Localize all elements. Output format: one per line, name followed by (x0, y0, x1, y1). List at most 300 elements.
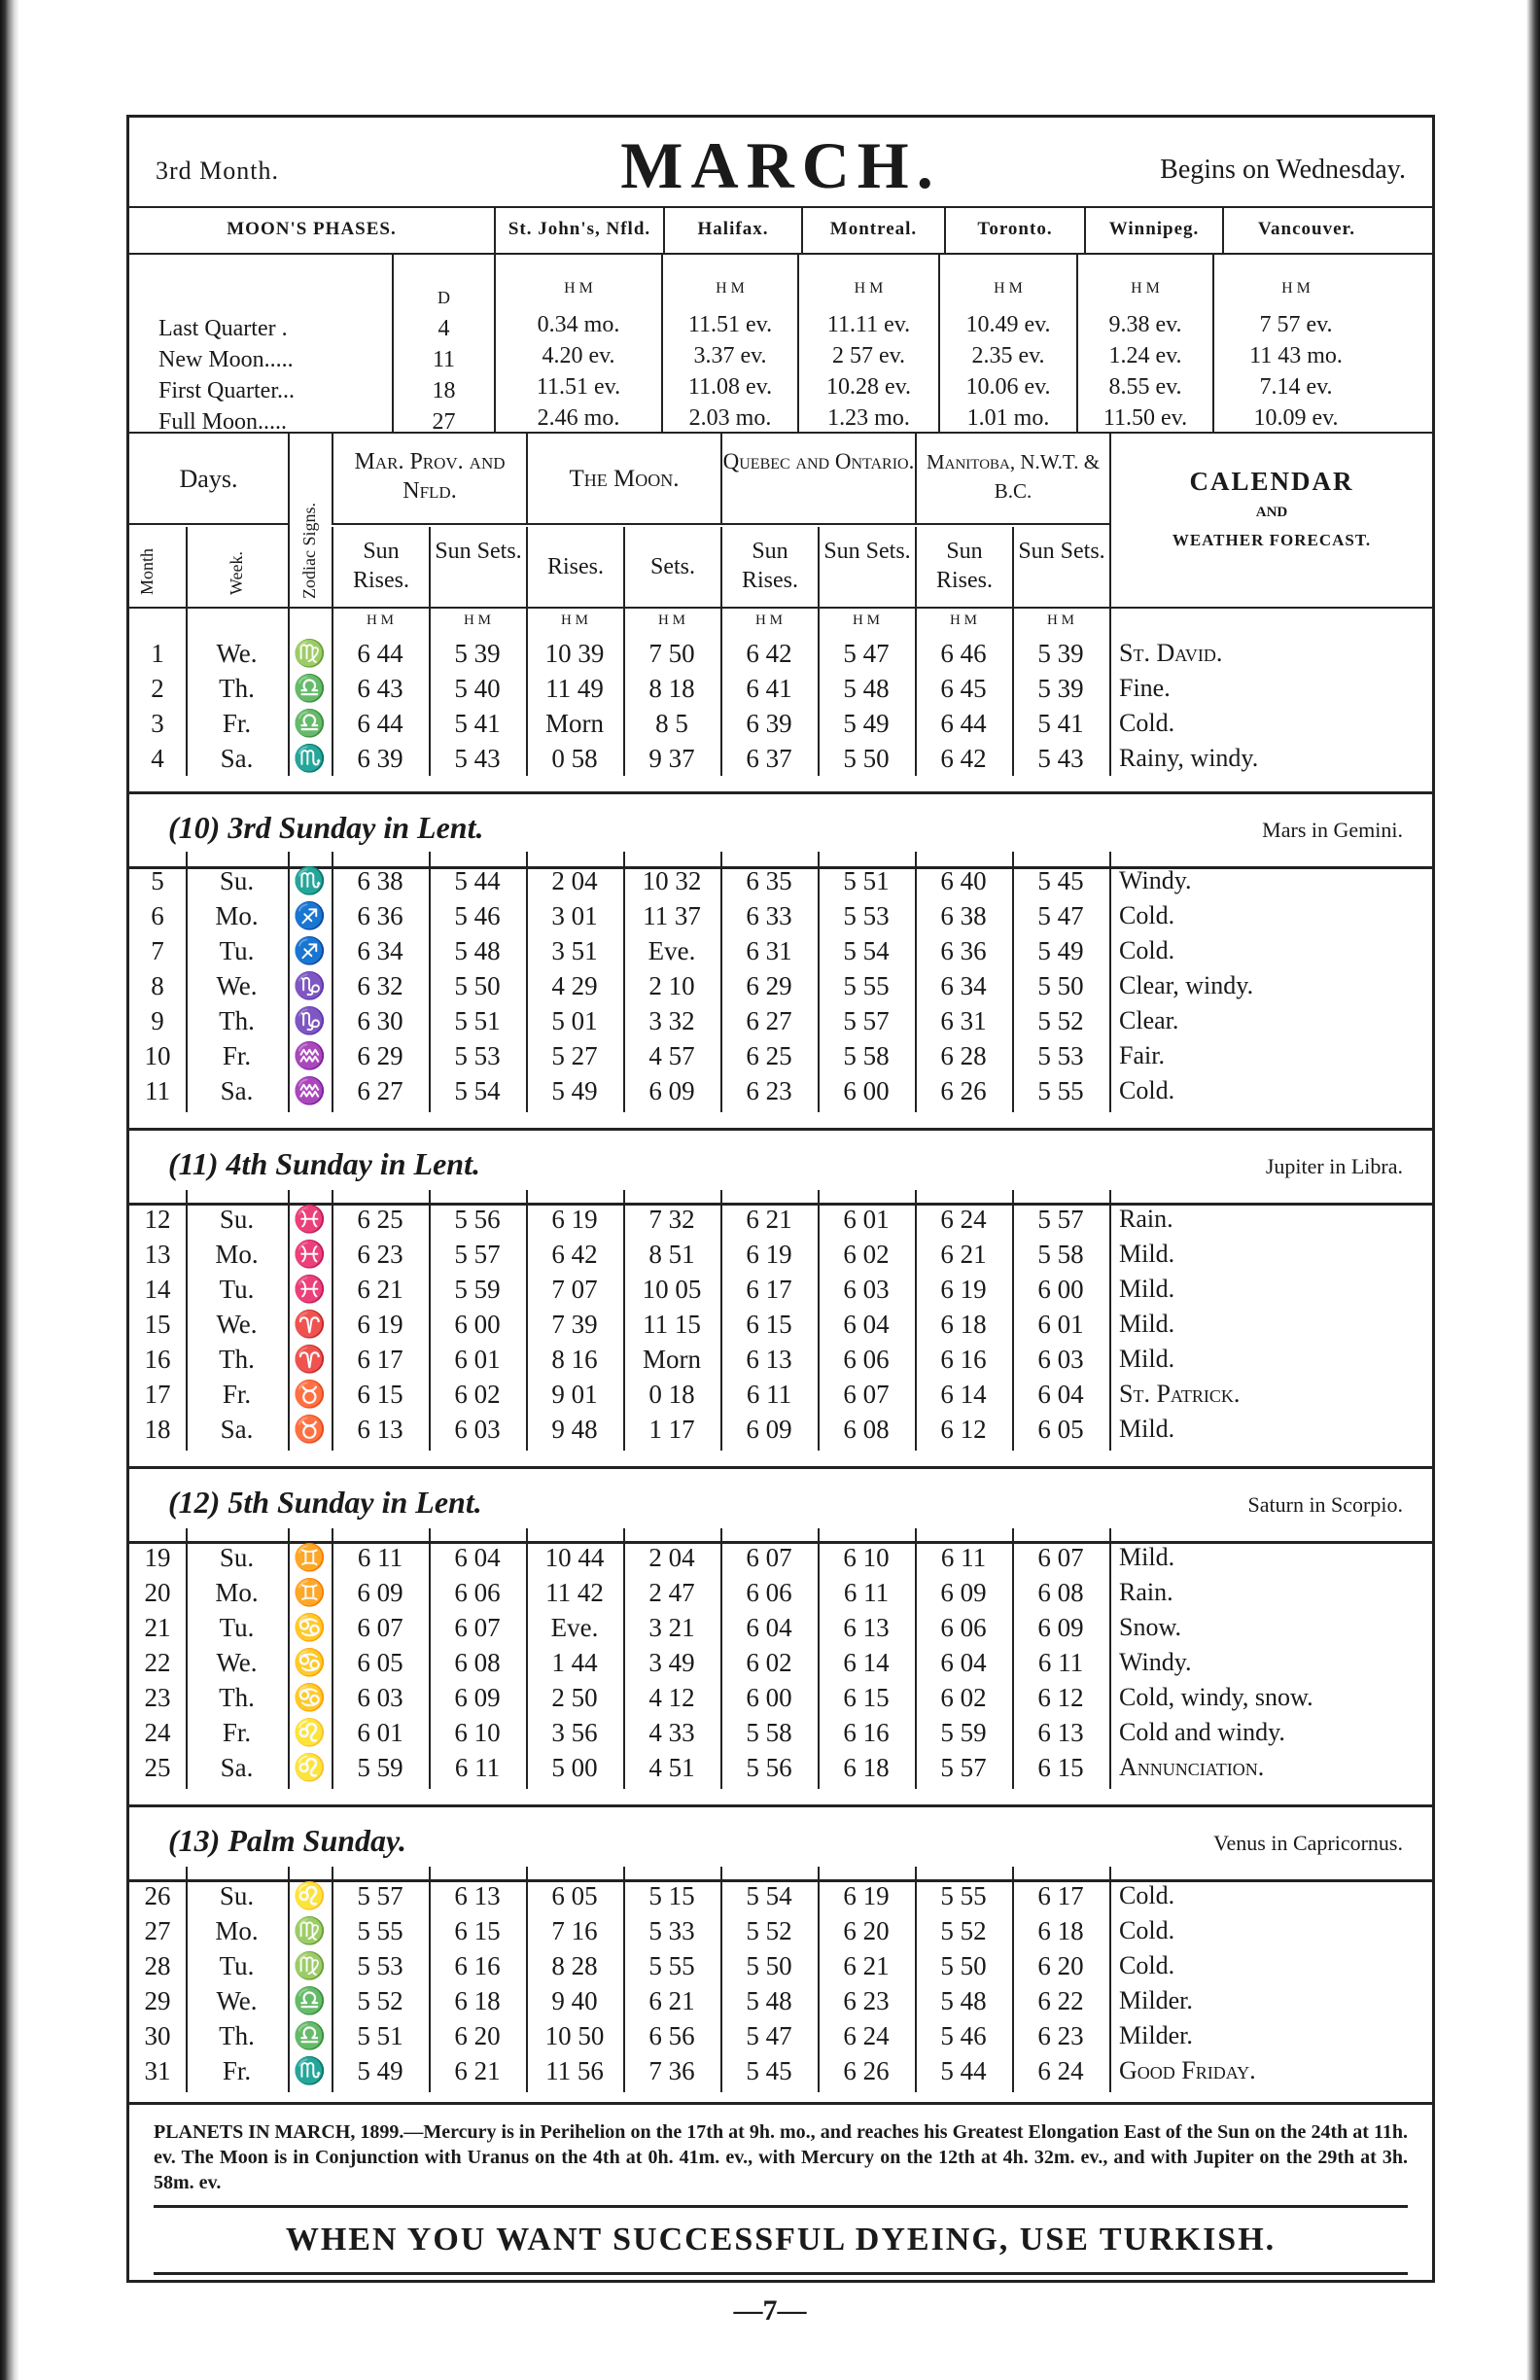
qo-sun-sets: 5 57 (843, 1006, 890, 1035)
phase-times-stjohns (494, 255, 661, 432)
day-of-week: Sa. (220, 1753, 254, 1782)
page-edge-right (1526, 0, 1540, 2380)
moon-rises: 2 50 (551, 1683, 598, 1712)
calendar-row (129, 636, 1432, 671)
mp-sun-rises: 6 39 (357, 744, 403, 773)
month-header (126, 122, 1435, 202)
hm-label: H M (1131, 280, 1160, 297)
calendar-label: CALENDAR (1189, 467, 1354, 496)
planets-note: PLANETS IN MARCH, 1899.—Mercury is in Perihelion on the 17th at 9h. mo., and reaches his Greatest Elongation East of the Sun on the 24th at 11h. ev. The Moon is in Conjunction with Uranus on the 4th at 0h. 41m. ev., with Mercury on the 12th at 4h. 32m. ev., and with Jupiter on the 29th at 3h. 58m. ev. (154, 2121, 1408, 2193)
calendar-row (129, 671, 1432, 706)
mn-sun-rises: 5 52 (940, 1916, 987, 1945)
moon-rises: 3 56 (551, 1718, 598, 1747)
moon-sets: 4 57 (648, 1041, 695, 1070)
zodiac-sign: ♐ (293, 901, 327, 930)
advert-text: WHEN YOU WANT SUCCESSFUL DYEING, USE TURKISH. (285, 2222, 1277, 2258)
moon-sets: 2 04 (648, 1543, 695, 1572)
day-of-month: 23 (144, 1683, 171, 1712)
calendar-row (129, 1237, 1432, 1272)
moon-sets: 8 5 (655, 709, 688, 738)
mn-sun-rises: 6 09 (940, 1578, 987, 1607)
mp-sun-rises: 6 03 (357, 1683, 403, 1712)
zodiac-sign: ♊ (293, 1578, 327, 1607)
qo-sun-rises: 6 04 (746, 1613, 792, 1642)
day-of-week: Sa. (220, 744, 254, 773)
moon-sets: 2 10 (648, 971, 695, 1000)
qo-sun-sets: 6 19 (843, 1881, 890, 1910)
mn-sun-sets: 5 49 (1037, 936, 1084, 965)
calendar-row (129, 898, 1432, 933)
phase-time: 10.28 ev. (825, 374, 912, 400)
mp-sun-sets: 6 02 (454, 1380, 501, 1409)
day-of-week: Th. (219, 1345, 255, 1374)
mn-sun-sets: 5 55 (1037, 1076, 1084, 1105)
moon-rises: 9 40 (551, 1986, 598, 2015)
qo-sun-sets: 6 00 (843, 1076, 890, 1105)
calendar-row (129, 933, 1432, 968)
hm-sublabel: H M (950, 612, 977, 628)
calendar-row (129, 1878, 1432, 1913)
mn-sun-rises: 6 42 (940, 744, 987, 773)
phase-time: 2.35 ev. (971, 343, 1045, 368)
qo-sun-rises: 6 33 (746, 901, 792, 930)
moon-sets: 3 32 (648, 1006, 695, 1035)
calendar-row (129, 1342, 1432, 1377)
qo-sun-rises: 6 00 (746, 1683, 792, 1712)
mp-sun-rises: 6 15 (357, 1380, 403, 1409)
moon-sets: 3 49 (648, 1648, 695, 1677)
qo-sun-sets: 6 03 (843, 1275, 890, 1304)
and-label: AND (1255, 505, 1288, 520)
zodiac-sign: ♊ (293, 1543, 327, 1572)
qo-sun-sets: 5 49 (843, 709, 890, 738)
mp-sun-sets: 6 01 (454, 1345, 501, 1374)
day-of-month: 2 (151, 674, 164, 703)
calendar-forecast-heading (1109, 434, 1432, 607)
day-of-week: Th. (219, 1683, 255, 1712)
mn-sun-sets: 6 18 (1037, 1916, 1084, 1945)
qo-sun-sets: 6 10 (843, 1543, 890, 1572)
moon-sets: 9 37 (648, 744, 695, 773)
day-of-week: Th. (219, 674, 255, 703)
calendar-row (129, 1412, 1432, 1447)
hm-sublabel: H M (464, 612, 491, 628)
phase-time: 10.49 ev. (965, 312, 1051, 337)
mp-sun-sets: 5 41 (454, 709, 501, 738)
mp-sun-rises: 5 53 (357, 1951, 403, 1980)
qo-sun-rises: 5 45 (746, 2056, 792, 2085)
group-quebec-ontario: Quebec and Ontario. (720, 434, 915, 525)
zodiac-sign: ♒ (293, 1041, 327, 1070)
hm-label: H M (1281, 280, 1311, 297)
qo-sun-sets: 5 54 (843, 936, 890, 965)
day-of-month: 6 (151, 901, 164, 930)
qo-sun-rises: 6 37 (746, 744, 792, 773)
hm-sublabel: H M (853, 612, 880, 628)
calendar-row (129, 1913, 1432, 1948)
moon-phases-label: MOON'S PHASES. (227, 219, 397, 239)
mn-sun-rises: 5 48 (940, 1986, 987, 2015)
qo-sun-sets: 6 26 (843, 2056, 890, 2085)
qo-sun-rises: 6 25 (746, 1041, 792, 1070)
mn-sun-sets: 5 52 (1037, 1006, 1084, 1035)
month-col-heading (129, 527, 186, 607)
day-of-month: 3 (151, 709, 164, 738)
forecast: Good Friday. (1119, 2056, 1256, 2084)
moon-rises: 6 19 (551, 1205, 598, 1234)
phase-time: 11.51 ev. (687, 312, 773, 337)
qo-sun-sets: 6 01 (843, 1205, 890, 1234)
mn-sun-sets: 5 41 (1037, 709, 1084, 738)
hm-sublabel: H M (1047, 612, 1074, 628)
zodiac-sign: ♋ (293, 1613, 327, 1642)
mn-sun-sets: 6 01 (1037, 1310, 1084, 1339)
day-of-week: Mo. (215, 901, 259, 930)
moon-rises: 5 27 (551, 1041, 598, 1070)
zodiac-sign: ♉ (293, 1380, 327, 1409)
qo-sun-sets: 6 06 (843, 1345, 890, 1374)
mn-sun-sets: 5 39 (1037, 674, 1084, 703)
phase-name: New Moon..... (158, 347, 294, 372)
forecast: Clear. (1119, 1006, 1179, 1034)
forecast: Cold. (1119, 1881, 1175, 1909)
moon-rises: 9 01 (551, 1380, 598, 1409)
place-winnipeg: Winnipeg. (1084, 208, 1222, 253)
calendar-row (129, 968, 1432, 1003)
zodiac-sign: ♑ (293, 1006, 327, 1035)
day-of-month: 10 (144, 1041, 171, 1070)
qo-sun-sets: 6 21 (843, 1951, 890, 1980)
week-block (129, 852, 1432, 1112)
phase-day: 4 (438, 316, 450, 341)
moon-rises: 2 04 (551, 866, 598, 895)
phase-time: 11.11 ev. (826, 312, 911, 337)
mn-sun-rises: 6 12 (940, 1415, 987, 1444)
mp-sun-rises: 6 23 (357, 1240, 403, 1269)
group-mar-prov: Mar. Prov. and Nfld. (332, 434, 526, 525)
day-of-week: Tu. (219, 1613, 255, 1642)
qo-sun-sets: 5 47 (843, 639, 890, 668)
zodiac-sign: ♏ (293, 866, 327, 895)
hm-sublabel: H M (367, 612, 394, 628)
place-halifax: Halifax. (663, 208, 801, 253)
group-the-moon: The Moon. (526, 434, 720, 525)
mn-sun-sets: 6 04 (1037, 1380, 1084, 1409)
calendar-row (129, 1645, 1432, 1680)
qo-sun-rises: 6 09 (746, 1415, 792, 1444)
mp-sun-sets: 6 13 (454, 1881, 501, 1910)
week-block (129, 1528, 1432, 1789)
phase-times-halifax (661, 255, 797, 432)
hm-sublabel: H M (755, 612, 783, 628)
qo-sun-sets: 6 23 (843, 1986, 890, 2015)
mn-sun-sets: 6 05 (1037, 1415, 1084, 1444)
mp-sun-sets: 5 40 (454, 674, 501, 703)
qo-sun-sets: 6 24 (843, 2021, 890, 2050)
calendar-row (129, 1202, 1432, 1237)
qo-sun-rises: 6 39 (746, 709, 792, 738)
month-begins: Begins on Wednesday. (1160, 155, 1406, 185)
mp-sun-rises: 6 11 (357, 1543, 403, 1572)
mp-sun-sets: 5 46 (454, 901, 501, 930)
moon-rises: 11 56 (545, 2056, 604, 2085)
forecast: Milder. (1119, 1986, 1193, 2014)
moon-rises: 1 44 (551, 1648, 598, 1677)
mn-sun-rises: 5 59 (940, 1718, 987, 1747)
phase-time: 2.03 mo. (688, 405, 772, 431)
mn-sun-rises: 6 44 (940, 709, 987, 738)
phase-day-label: D (438, 288, 450, 307)
qo-sun-rises: 6 02 (746, 1648, 792, 1677)
mp-sun-sets: 6 15 (454, 1916, 501, 1945)
moon-sets: 10 05 (642, 1275, 702, 1304)
day-of-month: 12 (144, 1205, 171, 1234)
day-of-week: Fr. (222, 709, 252, 738)
mp-sun-sets: 5 54 (454, 1076, 501, 1105)
zodiac-sign: ♍ (293, 1916, 327, 1945)
moon-rises: 0 58 (551, 744, 598, 773)
forecast: Cold. (1119, 1951, 1175, 1979)
phase-time: 4.20 ev. (542, 343, 615, 368)
phase-time: 9.38 ev. (1108, 312, 1182, 337)
mp-sun-rises: 6 44 (357, 709, 403, 738)
mp-sun-rises: 6 01 (357, 1718, 403, 1747)
qo-sun-rises: 6 13 (746, 1345, 792, 1374)
moon-sets: Eve. (648, 936, 696, 965)
qo-sun-rises: 6 31 (746, 936, 792, 965)
moon-sets: 3 21 (648, 1613, 695, 1642)
mp-sun-rises: 6 32 (357, 971, 403, 1000)
g3-sun-sets: Sun Sets. (818, 527, 915, 607)
day-of-week: Th. (219, 1006, 255, 1035)
zodiac-sign: ♉ (293, 1415, 327, 1444)
forecast: Windy. (1119, 1648, 1192, 1676)
mn-sun-sets: 6 07 (1037, 1543, 1084, 1572)
zodiac-col-heading (288, 434, 332, 607)
day-of-week: Su. (219, 1205, 255, 1234)
mp-sun-rises: 6 09 (357, 1578, 403, 1607)
mp-sun-rises: 6 25 (357, 1205, 403, 1234)
mn-sun-rises: 6 31 (940, 1006, 987, 1035)
day-of-week: Mo. (215, 1578, 259, 1607)
mp-sun-rises: 5 49 (357, 2056, 403, 2085)
day-of-month: 19 (144, 1543, 171, 1572)
qo-sun-rises: 6 35 (746, 866, 792, 895)
mn-sun-sets: 6 23 (1037, 2021, 1084, 2050)
g1-sun-rises: Sun Rises. (332, 527, 429, 607)
calendar-row (129, 1038, 1432, 1073)
qo-sun-rises: 5 58 (746, 1718, 792, 1747)
calendar-row (129, 1610, 1432, 1645)
mp-sun-rises: 6 43 (357, 674, 403, 703)
mn-sun-rises: 6 45 (940, 674, 987, 703)
moon-sets: 7 36 (648, 2056, 695, 2085)
forecast: Mild. (1119, 1415, 1175, 1443)
phase-times-winnipeg (1076, 255, 1212, 432)
qo-sun-rises: 6 21 (746, 1205, 792, 1234)
moon-rises: 11 49 (545, 674, 604, 703)
zodiac-sign: ♎ (293, 674, 327, 703)
qo-sun-sets: 6 15 (843, 1683, 890, 1712)
forecast: Cold. (1119, 709, 1175, 737)
mp-sun-sets: 6 00 (454, 1310, 501, 1339)
day-of-week: We. (216, 1986, 258, 2015)
moon-rises: 11 42 (545, 1578, 604, 1607)
forecast: Rainy, windy. (1119, 744, 1259, 772)
forecast: Snow. (1119, 1613, 1182, 1641)
moon-sets: 5 33 (648, 1916, 695, 1945)
zodiac-sign: ♌ (293, 1753, 327, 1782)
day-of-month: 8 (151, 971, 164, 1000)
qo-sun-rises: 6 15 (746, 1310, 792, 1339)
qo-sun-sets: 5 58 (843, 1041, 890, 1070)
moon-rises: 10 44 (544, 1543, 605, 1572)
qo-sun-rises: 6 23 (746, 1076, 792, 1105)
phase-time: 1.24 ev. (1108, 343, 1182, 368)
qo-sun-sets: 5 51 (843, 866, 890, 895)
day-of-week: Th. (219, 2021, 255, 2050)
qo-sun-sets: 6 04 (843, 1310, 890, 1339)
moon-rises: 5 01 (551, 1006, 598, 1035)
forecast: Mild. (1119, 1310, 1175, 1338)
day-of-month: 31 (144, 2056, 171, 2085)
g4-sun-sets: Sun Sets. (1012, 527, 1109, 607)
qo-sun-rises: 6 41 (746, 674, 792, 703)
phase-time: 7 57 ev. (1259, 312, 1333, 337)
hm-label: H M (564, 280, 593, 297)
hm-label: H M (716, 280, 745, 297)
moon-rises: 8 16 (551, 1345, 598, 1374)
day-of-month: 21 (144, 1613, 171, 1642)
mn-sun-sets: 5 47 (1037, 901, 1084, 930)
qo-sun-rises: 5 48 (746, 1986, 792, 2015)
mn-sun-sets: 6 20 (1037, 1951, 1084, 1980)
moon-sets: 7 32 (648, 1205, 695, 1234)
day-of-month: 1 (151, 639, 164, 668)
qo-sun-rises: 6 06 (746, 1578, 792, 1607)
calendar-row (129, 1540, 1432, 1575)
phase-day: 27 (432, 409, 456, 435)
day-of-week: Fr. (222, 1718, 252, 1747)
moon-sets: 11 37 (643, 901, 701, 930)
day-of-month: 29 (144, 1986, 171, 2015)
zodiac-col-label: Zodiac Signs. (299, 503, 319, 599)
forecast: Annunciation. (1119, 1753, 1265, 1781)
zodiac-sign: ♈ (293, 1310, 327, 1339)
calendar-row (129, 1073, 1432, 1108)
mn-sun-rises: 6 18 (940, 1310, 987, 1339)
qo-sun-rises: 6 07 (746, 1543, 792, 1572)
phase-time: 11.08 ev. (687, 374, 773, 400)
mn-sun-rises: 6 19 (940, 1275, 987, 1304)
day-of-week: Fr. (222, 2056, 252, 2085)
qo-sun-rises: 5 52 (746, 1916, 792, 1945)
mp-sun-sets: 6 04 (454, 1543, 501, 1572)
forecast: Cold. (1119, 901, 1175, 929)
day-of-week: Su. (219, 1881, 255, 1910)
qo-sun-rises: 6 42 (746, 639, 792, 668)
forecast: St. David. (1119, 639, 1223, 667)
mp-sun-rises: 6 17 (357, 1345, 403, 1374)
calendar-row (129, 2053, 1432, 2088)
moon-sets: 6 21 (648, 1986, 695, 2015)
day-of-month: 13 (144, 1240, 171, 1269)
zodiac-sign: ♍ (293, 639, 327, 668)
place-stjohns: St. John's, Nfld. (494, 208, 663, 253)
mn-sun-sets: 5 57 (1037, 1205, 1084, 1234)
mp-sun-rises: 6 44 (357, 639, 403, 668)
day-of-week: We. (216, 639, 258, 668)
week-block (129, 1190, 1432, 1451)
phase-time: 2.46 mo. (537, 405, 620, 431)
moon-sets: Morn (643, 1345, 701, 1374)
mp-sun-rises: 6 36 (357, 901, 403, 930)
week-block (129, 1867, 1432, 2092)
moon-rises: 8 28 (551, 1951, 598, 1980)
mn-sun-rises: 6 38 (940, 901, 987, 930)
forecast: Mild. (1119, 1240, 1175, 1268)
day-of-month: 15 (144, 1310, 171, 1339)
hm-sublabel: H M (561, 612, 588, 628)
mn-sun-sets: 5 43 (1037, 744, 1084, 773)
calendar-row (129, 1983, 1432, 2018)
day-of-week: Su. (219, 1543, 255, 1572)
mn-sun-rises: 5 55 (940, 1881, 987, 1910)
phase-time: 1.23 mo. (827, 405, 910, 431)
day-of-month: 5 (151, 866, 164, 895)
day-of-month: 18 (144, 1415, 171, 1444)
zodiac-sign: ♓ (293, 1205, 327, 1234)
phase-time: 11.51 ev. (536, 374, 621, 400)
days-heading: Days. (129, 434, 288, 525)
mn-sun-sets: 6 15 (1037, 1753, 1084, 1782)
day-of-week: Tu. (219, 1951, 255, 1980)
moon-rises: 10 50 (544, 2021, 605, 2050)
moon-rises: 4 29 (551, 971, 598, 1000)
forecast: Milder. (1119, 2021, 1193, 2049)
phase-times-vancouver (1212, 255, 1378, 432)
calendar-row (129, 741, 1432, 776)
mp-sun-rises: 5 59 (357, 1753, 403, 1782)
mn-sun-sets: 6 11 (1037, 1648, 1084, 1677)
hm-label: H M (854, 280, 884, 297)
forecast: Fair. (1119, 1041, 1165, 1069)
moon-rises: 7 07 (551, 1275, 598, 1304)
zodiac-sign: ♑ (293, 971, 327, 1000)
qo-sun-sets: 6 08 (843, 1415, 890, 1444)
mn-sun-rises: 5 50 (940, 1951, 987, 1980)
zodiac-sign: ♏ (293, 2056, 327, 2085)
mp-sun-sets: 6 20 (454, 2021, 501, 2050)
qo-sun-sets: 6 07 (843, 1380, 890, 1409)
phase-name: First Quarter... (158, 378, 295, 403)
mn-sun-sets: 5 53 (1037, 1041, 1084, 1070)
mn-sun-sets: 6 00 (1037, 1275, 1084, 1304)
mn-sun-sets: 5 45 (1037, 866, 1084, 895)
advert-box (154, 2205, 1408, 2275)
moon-sets: 1 17 (648, 1415, 695, 1444)
mp-sun-rises: 6 27 (357, 1076, 403, 1105)
mn-sun-rises: 6 06 (940, 1613, 987, 1642)
mp-sun-rises: 6 29 (357, 1041, 403, 1070)
calendar-row (129, 863, 1432, 898)
day-of-week: Tu. (219, 1275, 255, 1304)
mn-sun-sets: 6 24 (1037, 2056, 1084, 2085)
zodiac-sign: ♓ (293, 1240, 327, 1269)
mn-sun-rises: 6 46 (940, 639, 987, 668)
phase-days (392, 255, 494, 435)
mn-sun-rises: 5 57 (940, 1753, 987, 1782)
